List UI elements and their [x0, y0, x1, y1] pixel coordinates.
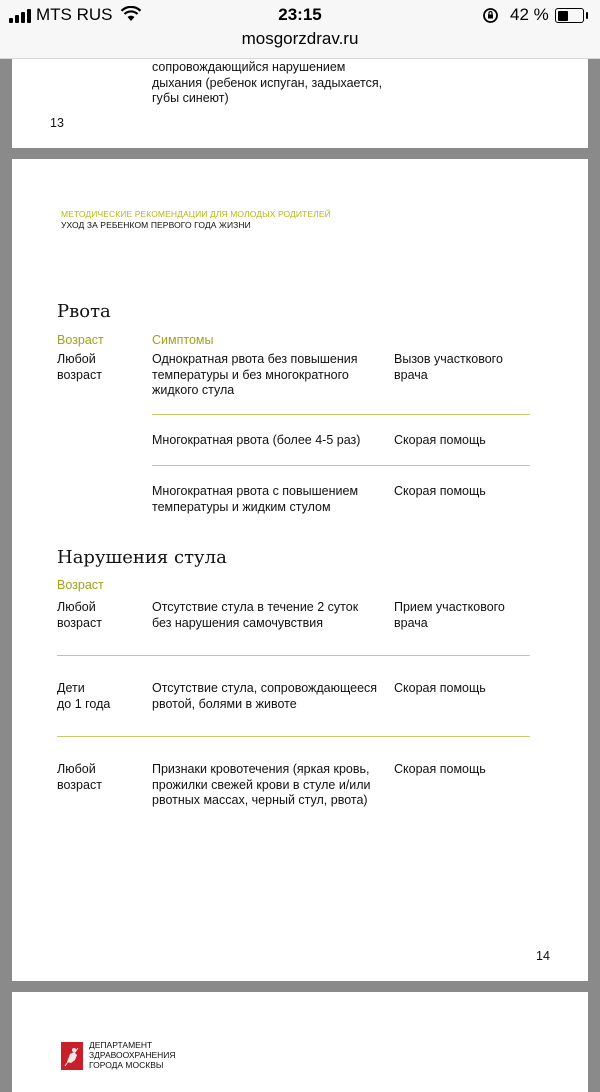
action-cell — [394, 681, 486, 697]
row-divider — [152, 465, 530, 466]
page-15 — [12, 992, 588, 1092]
age-cell — [57, 352, 102, 383]
text-line: прожилки свежей крови в стуле и/или — [152, 777, 371, 792]
row-divider — [57, 736, 530, 737]
text-line: возраст — [57, 615, 102, 630]
page-14 — [12, 159, 588, 981]
text-line: Вызов участкового — [394, 352, 503, 366]
text-line: до 1 года — [57, 696, 111, 711]
battery-percent: 42 % — [510, 5, 549, 24]
text-line: жидкого стула — [152, 383, 235, 397]
text-line: рвотных массах, черный стул, рвота) — [152, 793, 368, 807]
symptom-cell — [152, 352, 358, 399]
document-subheader: УХОД ЗА РЕБЕНКОМ ПЕРВОГО ГОДА ЖИЗНИ — [61, 220, 251, 230]
action-cell — [394, 352, 503, 383]
text-line: Скорая помощь — [394, 433, 486, 447]
text-line: температуры и жидким стулом — [152, 499, 331, 514]
row-divider — [152, 414, 530, 415]
text-line: Однократная рвота без повышения — [152, 352, 358, 366]
text-line: Прием участкового — [394, 600, 505, 614]
text-line: врача — [394, 615, 428, 630]
text-line: ГОРОДА МОСКВЫ — [89, 1060, 164, 1070]
text-line: Любой — [57, 600, 96, 614]
text-line: Скорая помощь — [394, 484, 486, 498]
clock: 23:15 — [278, 5, 322, 24]
text-line: ДЕПАРТАМЕНТ — [89, 1040, 153, 1050]
text-line: Дети — [57, 681, 85, 695]
document-header: МЕТОДИЧЕСКИЕ РЕКОМЕНДАЦИИ ДЛЯ МОЛОДЫХ РОДИТЕЛЕЙ — [61, 209, 331, 219]
symptom-cell — [152, 681, 377, 712]
battery-level — [558, 11, 568, 21]
symptom-cell — [152, 762, 371, 809]
column-header-symptoms: Симптомы — [152, 333, 214, 347]
row-divider — [57, 655, 530, 656]
symptom-cell — [152, 484, 358, 515]
address-bar[interactable]: mosgorzdrav.ru — [241, 29, 359, 48]
text-line: Признаки кровотечения (яркая кровь, — [152, 762, 370, 776]
text-line: врача — [394, 367, 428, 382]
text-line: Многократная рвота с повышением — [152, 484, 359, 498]
carrier-label: MTS RUS — [36, 5, 113, 24]
action-cell — [394, 484, 486, 500]
action-cell — [394, 762, 486, 778]
text-line: возраст — [57, 777, 102, 792]
text-line: ЗДРАВООХРАНЕНИЯ — [89, 1050, 176, 1060]
text-line: Любой — [57, 352, 96, 366]
age-cell — [57, 681, 110, 712]
text-line: Любой — [57, 762, 96, 776]
age-cell — [57, 762, 102, 793]
section-title-stool: Нарушения стула — [57, 547, 227, 568]
action-cell — [394, 600, 505, 631]
text-line: возраст — [57, 367, 102, 382]
text-line: дыхания (ребенок испуган, задыхается, — [152, 75, 383, 90]
text-line: Скорая помощь — [394, 762, 486, 776]
text-line: Скорая помощь — [394, 681, 486, 695]
symptom-cell — [152, 60, 382, 107]
rotation-lock-icon — [482, 7, 499, 24]
section-title-vomit: Рвота — [57, 301, 111, 322]
column-header-age: Возраст — [57, 578, 104, 592]
symptom-cell — [152, 433, 360, 449]
text-line: без нарушения самочувствия — [152, 615, 324, 630]
text-line: сопровождающийся нарушением — [152, 60, 346, 74]
text-line: рвотой, болями в животе — [152, 696, 297, 711]
status-bar — [0, 0, 600, 59]
text-line: температуры и без многократного — [152, 367, 349, 382]
text-line: губы синеют) — [152, 91, 229, 105]
symptom-cell — [152, 600, 358, 631]
battery-icon — [555, 8, 584, 23]
text-line: Отсутствие стула, сопровождающееся — [152, 681, 378, 695]
page-number: 14 — [536, 949, 550, 963]
page-number: 13 — [50, 116, 64, 130]
text-line: Отсутствие стула в течение 2 суток — [152, 600, 359, 614]
age-cell — [57, 600, 102, 631]
column-header-age: Возраст — [57, 333, 104, 347]
action-cell — [394, 433, 486, 449]
text-line: Многократная рвота (более 4-5 раз) — [152, 433, 361, 447]
